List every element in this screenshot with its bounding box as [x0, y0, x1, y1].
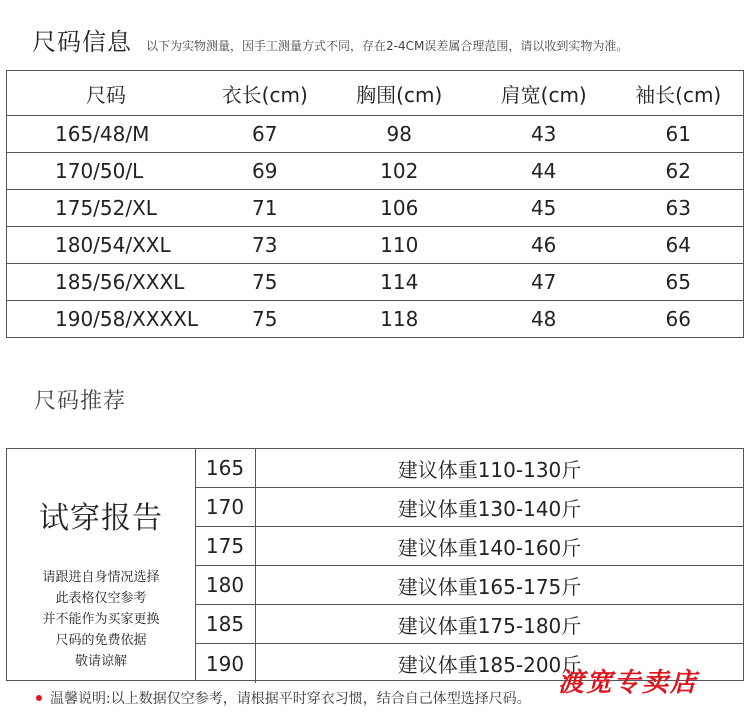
cell-chest: 118 — [325, 301, 474, 338]
column-header-shoulder: 肩宽(cm) — [474, 71, 613, 116]
recommend-height: 180 — [195, 566, 256, 604]
recommend-row — [195, 488, 743, 527]
cell-length: 75 — [205, 264, 325, 301]
size-info-title: 尺码信息 — [32, 28, 132, 56]
cell-length: 73 — [205, 227, 325, 264]
recommend-weight: 建议体重110-130斤 — [397, 457, 582, 482]
cell-sleeve: 64 — [613, 227, 743, 264]
column-header-length: 衣长(cm) — [205, 71, 325, 116]
cell-size: 180/54/XXL — [7, 227, 205, 264]
column-header-size: 尺码 — [7, 71, 205, 116]
bullet-dot-icon — [36, 695, 42, 701]
measurement-note: 以下为实物测量，因手工测量方式不同，存在2-4CM误差属合理范围，请以收到实物为准。 — [146, 39, 629, 53]
cell-shoulder: 47 — [474, 264, 613, 301]
table-row — [7, 301, 744, 338]
cell-shoulder: 45 — [474, 190, 613, 227]
cell-size: 165/48/M — [7, 116, 205, 153]
cell-length: 67 — [205, 116, 325, 153]
fitting-note-line: 此表格仅空参考 — [55, 591, 147, 606]
cell-sleeve: 65 — [613, 264, 743, 301]
cell-shoulder: 48 — [474, 301, 613, 338]
fitting-note-line: 请跟进自身情况选择 — [42, 570, 160, 585]
fitting-report-notes — [7, 567, 195, 672]
cell-chest: 106 — [325, 190, 474, 227]
recommend-height: 185 — [195, 605, 256, 643]
fitting-report-panel — [7, 449, 196, 680]
size-info-header — [32, 22, 628, 56]
table-row — [7, 116, 744, 153]
fitting-note-line: 敬请谅解 — [74, 654, 127, 669]
cell-chest: 98 — [325, 116, 474, 153]
fitting-note-line: 并不能作为买家更换 — [42, 612, 160, 627]
recommend-height: 190 — [195, 644, 256, 683]
cell-chest: 110 — [325, 227, 474, 264]
recommend-weight: 建议体重165-175斤 — [397, 574, 582, 599]
recommend-height: 170 — [195, 488, 256, 526]
cell-length: 75 — [205, 301, 325, 338]
size-table — [6, 70, 744, 338]
recommend-weight: 建议体重140-160斤 — [397, 535, 582, 560]
cell-length: 71 — [205, 190, 325, 227]
cell-chest: 102 — [325, 153, 474, 190]
cell-shoulder: 44 — [474, 153, 613, 190]
cell-size: 190/58/XXXXL — [7, 301, 205, 338]
table-row — [7, 264, 744, 301]
cell-shoulder: 46 — [474, 227, 613, 264]
recommend-height: 165 — [195, 449, 256, 487]
table-row — [7, 190, 744, 227]
size-recommend-title: 尺码推荐 — [34, 389, 127, 414]
recommend-weight: 建议体重130-140斤 — [397, 496, 582, 521]
recommend-row — [195, 527, 743, 566]
table-row — [7, 227, 744, 264]
table-row — [7, 153, 744, 190]
cell-length: 69 — [205, 153, 325, 190]
size-recommend-box — [6, 448, 744, 681]
cell-sleeve: 62 — [613, 153, 743, 190]
size-table-header-row — [7, 71, 744, 116]
footer-note — [36, 688, 531, 708]
column-header-sleeve: 袖长(cm) — [613, 71, 743, 116]
cell-chest: 114 — [325, 264, 474, 301]
recommend-weight: 建议体重175-180斤 — [397, 613, 582, 638]
cell-size: 175/52/XL — [7, 190, 205, 227]
recommend-height: 175 — [195, 527, 256, 565]
fitting-report-title: 试穿报告 — [39, 501, 163, 536]
footer-text: 温馨说明:以上数据仅空参考，请根据平时穿衣习惯，结合自己体型选择尺码。 — [50, 691, 531, 707]
cell-size: 185/56/XXXL — [7, 264, 205, 301]
cell-size: 170/50/L — [7, 153, 205, 190]
recommend-weight: 建议体重185-200斤 — [397, 653, 582, 677]
fitting-note-line: 尺码的免费依据 — [55, 633, 147, 648]
recommend-rows — [195, 449, 743, 683]
column-header-chest: 胸围(cm) — [325, 71, 474, 116]
store-watermark: 渡宽专卖店 — [558, 668, 699, 698]
cell-sleeve: 66 — [613, 301, 743, 338]
cell-sleeve: 61 — [613, 116, 743, 153]
cell-sleeve: 63 — [613, 190, 743, 227]
recommend-row — [195, 605, 743, 644]
cell-shoulder: 43 — [474, 116, 613, 153]
recommend-row — [195, 449, 743, 488]
recommend-row — [195, 566, 743, 605]
